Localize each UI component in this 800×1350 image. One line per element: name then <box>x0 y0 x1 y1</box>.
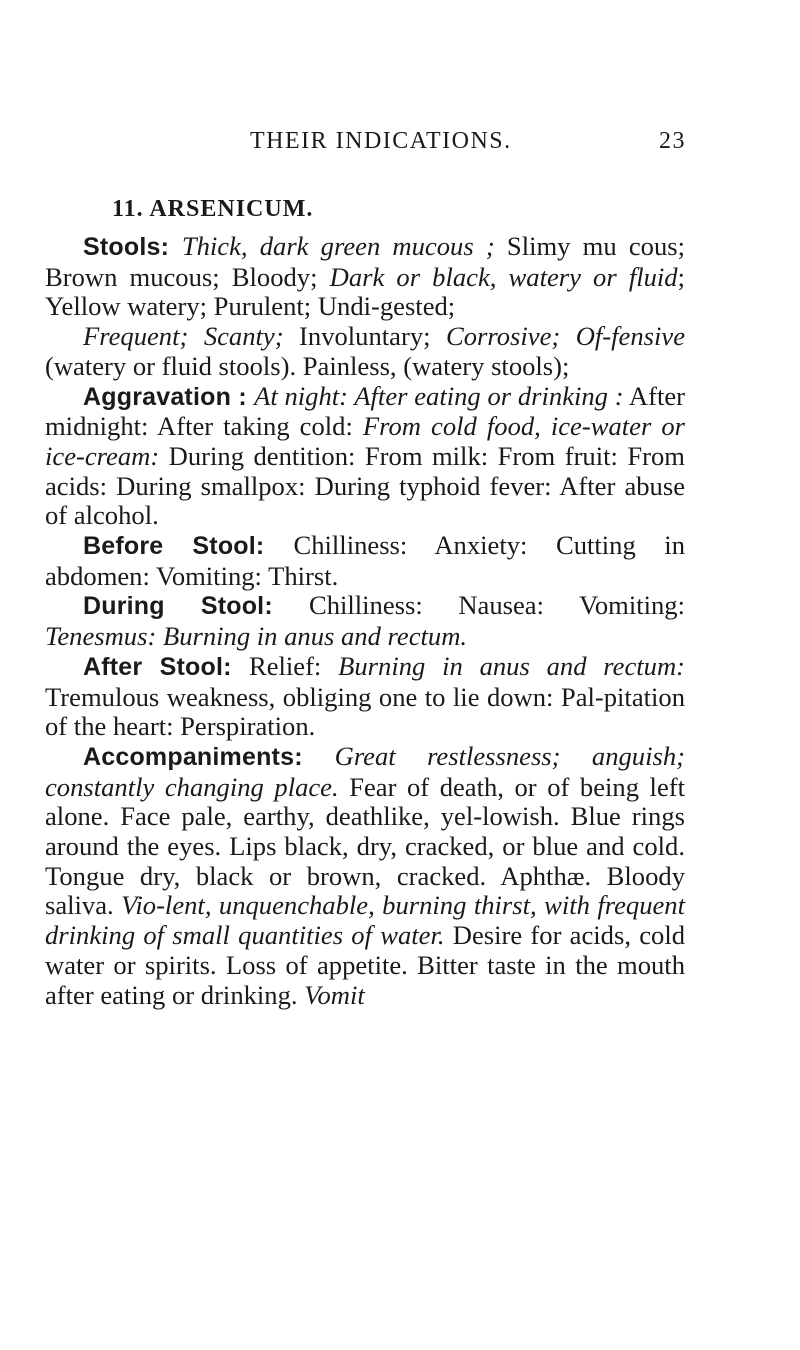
paragraph-stools: Stools: Thick, dark green mucous ; Slimy mu cous; Brown mucous; Bloody; Dark or black, watery or fluid; Yellow watery; Purulent; Undi-gested; <box>45 231 685 322</box>
stools-italic-3: Frequent; Scanty; <box>83 321 284 352</box>
stools-text-3: Involuntary; <box>283 321 446 352</box>
stools-text-2: ; Yellow watery; Purulent; Undi-gested; <box>45 261 685 322</box>
accompaniments-italic-3: Vomit <box>304 979 365 1010</box>
stools-italic-2: Dark or black, watery or fluid <box>329 261 678 292</box>
running-title: THEIR INDICATIONS. <box>250 128 512 154</box>
before-stool-text: Chilliness: Anxiety: Cutting in abdomen: Vomiting: Thirst. <box>45 530 685 591</box>
accompaniments-italic-1: Great restlessness; anguish; constantly changing place. <box>45 740 685 802</box>
page-number: 23 <box>659 128 686 154</box>
label-after-stool: After Stool <box>83 652 224 681</box>
paragraph-aggravation: Aggravation : At night: After eating or drinking : After midnight: After taking cold: From cold food, ice-water or ice-cream: During dentition: From milk: From fruit: From acids: During smallpox: During typhoid fever: After abuse of alcohol. <box>45 380 685 531</box>
accompaniments-italic-2: Vio-lent, unquenchable, burning thirst, with frequent drinking of small quantities of water. <box>45 890 685 951</box>
stools-text-4: (watery or fluid stools). Painless, (watery stools); <box>45 350 570 381</box>
label-aggravation: Aggravation <box>83 382 232 411</box>
body-text <box>45 232 685 1010</box>
paragraph-before-stool: Before Stool: Chilliness: Anxiety: Cutting in abdomen: Vomiting: Thirst. <box>45 530 685 591</box>
label-accompaniments: Accompaniments <box>83 742 295 771</box>
running-head <box>250 128 686 155</box>
during-stool-text: Chilliness: Nausea: Vomiting: <box>308 590 685 621</box>
paragraph-stools-continued <box>45 322 685 381</box>
during-stool-italic: Tenesmus: Burning in anus and rectum. <box>45 621 468 652</box>
label-during-stool: During Stool <box>83 592 265 621</box>
label-stools: Stools <box>83 233 161 261</box>
after-stool-italic: Burning in anus and rectum: <box>338 650 686 681</box>
stools-italic-4: Corrosive; Of-fensive <box>446 321 686 352</box>
stools-text-1: Slimy mu cous; Brown mucous; Bloody; <box>45 231 685 292</box>
accompaniments-text-2: Desire for acids, cold water or spirits. Loss of appetite. Bitter taste in the mouth after eating or drinking. <box>45 920 686 1010</box>
aggravation-italic-1: At night: After eating or drinking : <box>254 380 624 411</box>
paragraph-accompaniments: Accompaniments: Great restlessness; anguish; constantly changing place. Fear of death, or of being left alone. Face pale, earthy, deathlike, yel-lowish. Blue rings around the eyes. Lips black, dry, cracked, or blue and cold. Tongue dry, black or brown, cracked. Aphthæ. Bloody saliva. Vio-lent, unquenchable, burning thirst, with frequent drinking of small quantities of water. Desire for acids, cold water or spirits. Loss of appetite. Bitter taste in the mouth after eating or drinking. Vomit <box>45 740 686 1010</box>
aggravation-italic-2: From cold food, ice-water or ice-cream: <box>45 411 685 471</box>
accompaniments-text-1: Fear of death, or of being left alone. Face pale, earthy, deathlike, yel-lowish. Blue rings around the eyes. Lips black, dry, cracked, or blue and cold. Tongue dry, black or brown, cracked. Aphthæ. Bloody saliva. <box>45 771 685 921</box>
stools-italic-1: Thick, dark green mucous ; <box>181 231 495 261</box>
paragraph-after-stool: After Stool: Relief: Burning in anus and rectum: Tremulous weakness, obliging one to lie down: Pal-pitation of the heart: Perspiration. <box>45 650 686 742</box>
section-title: 11. ARSENICUM. <box>112 196 314 222</box>
paragraph-during-stool: During Stool: Chilliness: Nausea: Vomiting: Tenesmus: Burning in anus and rectum. <box>45 590 685 652</box>
aggravation-text-2: During dentition: From milk: From fruit: From acids: During smallpox: During typhoid fever: After abuse of alcohol. <box>45 440 685 531</box>
aggravation-text-1: After midnight: After taking cold: <box>45 380 685 442</box>
after-stool-text-2: Tremulous weakness, obliging one to lie down: Pal-pitation of the heart: Perspiration. <box>45 681 685 742</box>
after-stool-text-1: Relief: <box>248 650 339 681</box>
label-before-stool: Before Stool <box>83 532 256 561</box>
